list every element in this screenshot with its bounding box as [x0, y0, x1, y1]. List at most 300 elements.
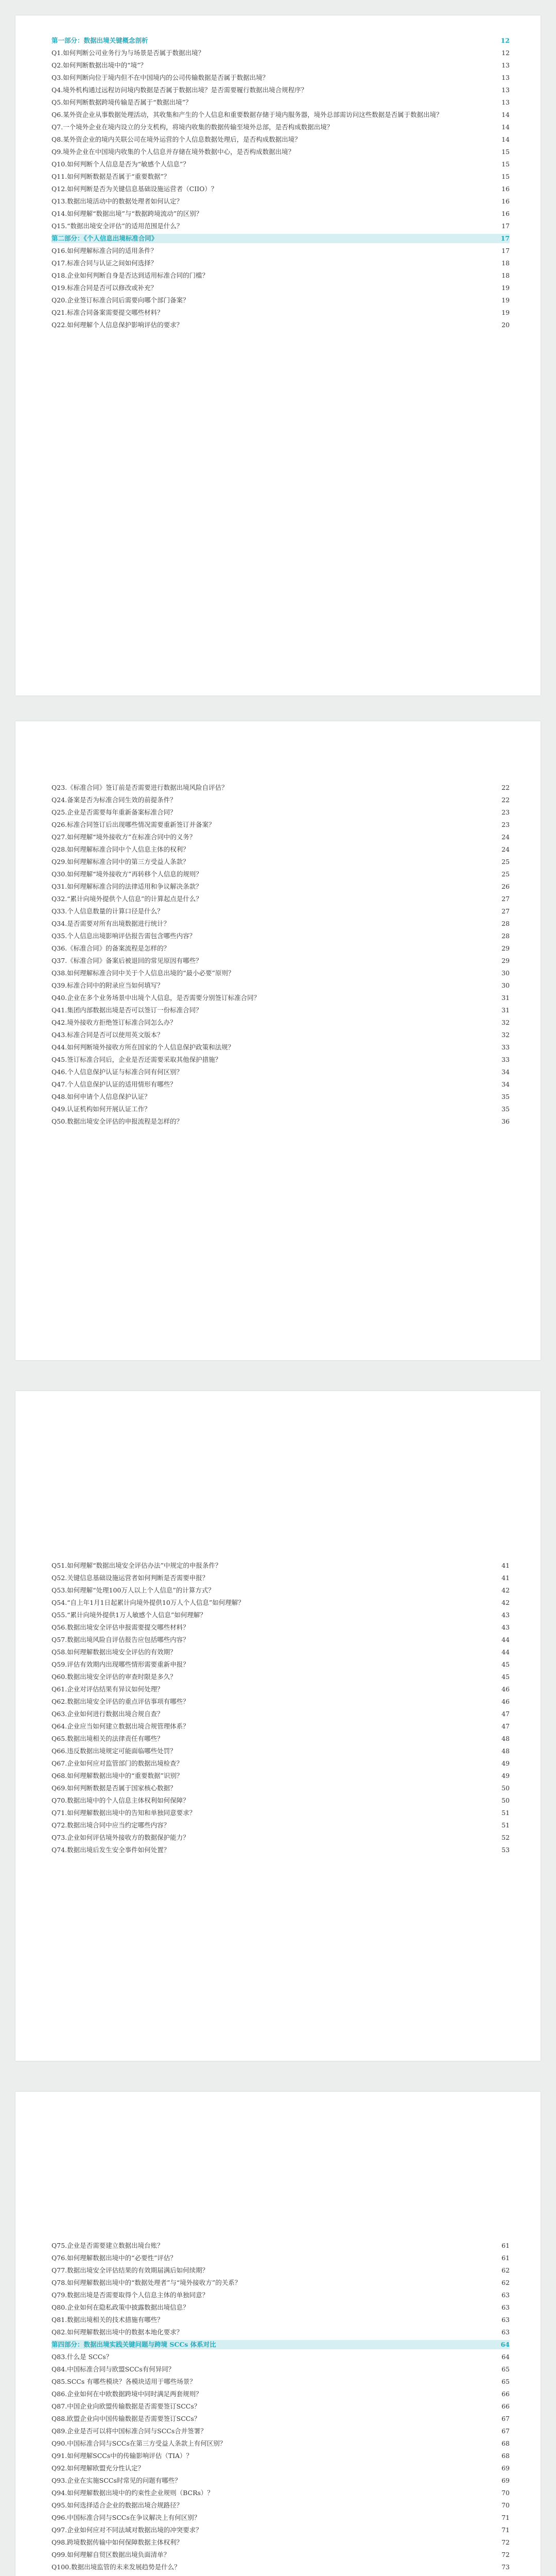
toc-entry-title: Q83.什么是 SCCs？: [51, 2353, 113, 2361]
toc-entry-title: Q34.是否需要对所有出境数据进行统计？: [51, 920, 170, 927]
toc-entry-page-number: 42: [501, 1586, 510, 1594]
toc-entry-title: Q13.数据出境活动中的数据处理者如何认定？: [51, 197, 183, 205]
toc-entry-page-number: 69: [501, 2464, 510, 2472]
toc-entry-page-number: 32: [501, 1031, 510, 1039]
toc-entry-title: Q39.标准合同中的附录应当如何填写？: [51, 981, 164, 989]
toc-entry[interactable]: [51, 246, 510, 256]
toc-entry-title: Q72.数据出境合同中应当约定哪些内容？: [51, 1821, 170, 1829]
toc-entry-page-number: 42: [501, 1599, 510, 1606]
toc-entry-title: Q61.企业对评估结果有异议如何处理？: [51, 1685, 164, 1693]
toc-entry[interactable]: [51, 1672, 510, 1682]
toc-entry-page-number: 43: [501, 1623, 510, 1631]
toc-entry-title: Q94.如何理解数据出境中的约束性企业规则（BCRs）？: [51, 2489, 214, 2497]
toc-entry[interactable]: [51, 2328, 510, 2337]
toc-entry[interactable]: [51, 1586, 510, 1595]
toc-entry[interactable]: [51, 98, 510, 107]
toc-entry-page-number: 36: [501, 1117, 510, 1125]
toc-entry[interactable]: [51, 2439, 510, 2448]
toc-entry-page-number: 45: [501, 1660, 510, 1668]
toc-entry-page-number: 33: [501, 1056, 510, 1063]
document-page-4: [15, 2092, 541, 2576]
toc-entry[interactable]: [51, 882, 510, 891]
toc-entry-page-number: 71: [501, 2514, 510, 2521]
toc-entry-title: Q90.中国标准合同与SCCs在第三方受益人条款上有何区别？: [51, 2439, 227, 2447]
toc-entry-page-number: 29: [501, 957, 510, 964]
toc-entry[interactable]: [51, 2427, 510, 2436]
toc-entry-page-number: 28: [501, 920, 510, 927]
toc-entry-page-number: 13: [501, 86, 510, 94]
toc-entry-page-number: 22: [501, 796, 510, 804]
toc-entry[interactable]: [51, 2291, 510, 2300]
toc-entry-title: Q71.如何理解数据出境中的告知和单独同意要求？: [51, 1809, 196, 1817]
toc-entry-page-number: 19: [501, 296, 510, 304]
toc-entry-page-number: 63: [501, 2328, 510, 2336]
toc-entry[interactable]: [51, 123, 510, 132]
toc-entry-page-number: 66: [501, 2390, 510, 2398]
toc-entry[interactable]: [51, 1623, 510, 1632]
toc-entry-page-number: 33: [501, 1043, 510, 1051]
toc-entry-page-number: 48: [501, 1747, 510, 1755]
table-of-contents-part2: [15, 721, 541, 1126]
toc-entry-title: Q37.《标准合同》备案后被退回的常见原因有哪些？: [51, 957, 202, 964]
document-page-3: [15, 1391, 541, 2061]
toc-entry-title: Q97.企业如何应对不同法域对数据出境的冲突要求？: [51, 2526, 202, 2534]
toc-entry-page-number: 22: [501, 784, 510, 791]
toc-entry-title: Q76.如何理解数据出境中的“必要性”评估？: [51, 2254, 177, 2262]
toc-entry[interactable]: [51, 308, 510, 317]
toc-entry[interactable]: [51, 1006, 510, 1015]
toc-entry[interactable]: [51, 2526, 510, 2535]
toc-entry-title: Q15.“数据出境安全评估”的适用范围是什么？: [51, 222, 183, 230]
toc-entry-page-number: 13: [501, 74, 510, 81]
toc-entry-title: Q4.境外机构通过远程访问境内数据是否属于数据出境？是否需要履行数据出境合规程序？: [51, 86, 308, 94]
toc-entry[interactable]: [51, 969, 510, 978]
toc-entry-title: Q54.“自上年1月1日起累计向境外提供10万人个人信息”如何理解？: [51, 1599, 245, 1606]
toc-entry[interactable]: [51, 48, 510, 58]
toc-entry-page-number: 13: [501, 98, 510, 106]
toc-entry[interactable]: [51, 86, 510, 95]
toc-entry[interactable]: [51, 1030, 510, 1040]
toc-entry[interactable]: [51, 2365, 510, 2374]
toc-entry-page-number: 20: [501, 321, 510, 329]
toc-entry[interactable]: [51, 184, 510, 194]
toc-entry[interactable]: [51, 1660, 510, 1669]
toc-entry-title: 第一部分：数据出境关键概念剖析: [51, 37, 148, 44]
toc-entry[interactable]: [51, 2389, 510, 2399]
toc-entry[interactable]: [51, 1648, 510, 1657]
toc-entry-page-number: 32: [501, 1019, 510, 1026]
toc-entry-title: Q44.如何判断境外接收方所在国家的个人信息保护政策和法规？: [51, 1043, 235, 1051]
toc-entry-title: Q98.跨境数据传输中如何保障数据主体权利？: [51, 2538, 183, 2546]
toc-entry[interactable]: [51, 1747, 510, 1756]
toc-entry[interactable]: [51, 222, 510, 231]
toc-entry[interactable]: [51, 1845, 510, 1855]
toc-entry-title: Q60.数据出境安全评估的审查时限是多久？: [51, 1673, 177, 1681]
toc-entry[interactable]: [51, 2501, 510, 2510]
toc-entry[interactable]: [51, 61, 510, 70]
toc-entry-title: Q17.标准合同与认证之间如何选择？: [51, 259, 158, 267]
toc-entry-page-number: 64: [501, 2353, 510, 2361]
toc-entry-title: Q12.如何判断是否为关键信息基础设施运营者（CIIO）？: [51, 185, 218, 193]
toc-entry-page-number: 66: [501, 2402, 510, 2410]
toc-section-heading[interactable]: [51, 36, 510, 45]
toc-entry-title: Q22.如何理解个人信息保护影响评估的要求？: [51, 321, 183, 329]
toc-entry-title: Q7.一个境外企业在境内设立的分支机构，将境内收集的数据传输至境外总部，是否构成数据出境？: [51, 123, 334, 131]
toc-entry-title: Q9.境外企业在中国境内收集的个人信息并存储在境外数据中心，是否构成数据出境？: [51, 148, 295, 156]
toc-entry[interactable]: [51, 2488, 510, 2498]
toc-entry-title: Q27.如何理解“境外接收方”在标准合同中的义务？: [51, 833, 196, 841]
toc-entry-title: Q43.标准合同是否可以使用英文版本？: [51, 1031, 164, 1039]
toc-entry[interactable]: [51, 1080, 510, 1089]
toc-entry[interactable]: [51, 907, 510, 916]
toc-entry-page-number: 63: [501, 2303, 510, 2311]
toc-entry-page-number: 69: [501, 2477, 510, 2484]
toc-entry-title: Q21.标准合同备案需要提交哪些材料？: [51, 309, 164, 316]
toc-entry-page-number: 14: [501, 123, 510, 131]
toc-entry-title: Q56.数据出境安全评估申报需要提交哪些材料？: [51, 1623, 189, 1631]
toc-entry-page-number: 68: [501, 2439, 510, 2447]
toc-entry-page-number: 61: [501, 2242, 510, 2249]
toc-entry-title: Q66.违反数据出境规定可能面临哪些处罚？: [51, 1747, 177, 1755]
toc-entry-page-number: 23: [501, 808, 510, 816]
toc-entry[interactable]: [51, 1067, 510, 1077]
toc-entry-title: Q62.数据出境安全评估的重点评估事项有哪些？: [51, 1698, 189, 1705]
toc-entry-title: Q3.如何判断向位于境内但不在中国境内的公司传输数据是否属于数据出境？: [51, 74, 269, 81]
toc-entry[interactable]: [51, 2538, 510, 2547]
toc-entry-title: Q32.“累计向境外提供个人信息”的计算起点是什么？: [51, 895, 202, 903]
toc-entry-page-number: 16: [501, 185, 510, 193]
toc-entry[interactable]: [51, 820, 510, 829]
toc-entry[interactable]: [51, 271, 510, 280]
toc-entry-title: Q24.备案是否为标准合同生效的前提条件？: [51, 796, 177, 804]
toc-entry-title: Q35.个人信息出境影响评估报告需包含哪些内容？: [51, 932, 196, 940]
toc-entry-title: Q51.如何理解“数据出境安全评估办法”中规定的申报条件？: [51, 1562, 222, 1569]
toc-entry-title: Q75.企业是否需要建立数据出境台账？: [51, 2242, 164, 2249]
toc-entry-page-number: 29: [501, 944, 510, 952]
toc-entry-title: Q53.如何理解“处理100万人以上个人信息”的计算方式？: [51, 1586, 215, 1594]
toc-entry[interactable]: [51, 2464, 510, 2473]
toc-entry[interactable]: [51, 2451, 510, 2461]
toc-entry-title: Q91.如何理解SCCs中的传输影响评估（TIA）？: [51, 2452, 193, 2460]
toc-entry-page-number: 44: [501, 1648, 510, 1656]
toc-entry-page-number: 70: [501, 2501, 510, 2509]
toc-entry[interactable]: [51, 1771, 510, 1781]
toc-section-heading[interactable]: [51, 234, 510, 243]
toc-entry[interactable]: [51, 1561, 510, 1570]
toc-entry-title: Q52.关键信息基础设施运营者如何判断是否需要申报？: [51, 1574, 209, 1582]
toc-entry-title: Q47.个人信息保护认证的适用情形有哪些？: [51, 1080, 177, 1088]
toc-entry-page-number: 19: [501, 309, 510, 316]
toc-entry-title: Q95.如何选择适合企业的数据出境合规路径？: [51, 2501, 183, 2509]
toc-entry-page-number: 51: [501, 1809, 510, 1817]
toc-entry-title: Q77.数据出境安全评估结果的有效期届满后如何续期？: [51, 2266, 209, 2274]
toc-entry-page-number: 27: [501, 907, 510, 915]
toc-entry-title: Q78.如何理解数据出境中的“数据处理者”与“境外接收方”的关系？: [51, 2279, 241, 2286]
toc-entry-page-number: 31: [501, 1006, 510, 1014]
toc-entry[interactable]: [51, 2513, 510, 2522]
toc-entry-page-number: 51: [501, 1821, 510, 1829]
toc-entry-page-number: 18: [501, 259, 510, 267]
toc-entry[interactable]: [51, 1808, 510, 1818]
toc-entry[interactable]: [51, 870, 510, 879]
toc-entry-title: Q18.企业如何判断自身是否达到适用标准合同的门槛？: [51, 272, 209, 279]
toc-entry-page-number: 16: [501, 210, 510, 217]
toc-entry-title: Q10.如何判断个人信息是否为“敏感个人信息”？: [51, 160, 189, 168]
toc-entry[interactable]: [51, 956, 510, 965]
toc-entry-title: Q59.评估有效期内出现哪些情形需要重新申报？: [51, 1660, 189, 1668]
toc-entry-title: Q30.如何理解“境外接收方”再转移个人信息的规则？: [51, 870, 202, 878]
table-of-contents-part3: [15, 1391, 541, 1855]
toc-entry-title: Q70.数据出境中的个人信息主体权利如何保障？: [51, 1797, 189, 1804]
toc-entry[interactable]: [51, 1105, 510, 1114]
toc-entry[interactable]: [51, 110, 510, 120]
toc-entry[interactable]: [51, 135, 510, 144]
toc-entry-title: Q11.如何判断数据是否属于“重要数据”？: [51, 173, 170, 180]
toc-entry[interactable]: [51, 993, 510, 1003]
toc-entry-title: Q36.《标准合同》的备案流程是怎样的？: [51, 944, 170, 952]
toc-entry-page-number: 15: [501, 173, 510, 180]
toc-entry-page-number: 16: [501, 197, 510, 205]
toc-entry-page-number: 52: [501, 1834, 510, 1841]
toc-entry[interactable]: [51, 2315, 510, 2325]
toc-entry-page-number: 15: [501, 148, 510, 156]
toc-entry[interactable]: [51, 209, 510, 218]
toc-entry[interactable]: [51, 2476, 510, 2485]
toc-entry-title: Q8.某外资企业的境内关联公司在境外运营的个人信息数据处理后，是否构成数据出境？: [51, 135, 301, 143]
toc-entry-title: Q92.如何理解欧盟充分性认定？: [51, 2464, 145, 2472]
toc-entry-page-number: 34: [501, 1068, 510, 1076]
toc-entry-title: Q93.企业在实施SCCs时常见的问题有哪些？: [51, 2477, 181, 2484]
toc-entry-title: Q81.数据出境相关的技术措施有哪些？: [51, 2316, 164, 2324]
toc-entry-page-number: 12: [500, 37, 510, 44]
toc-entry[interactable]: [51, 2253, 510, 2263]
toc-entry[interactable]: [51, 1598, 510, 1607]
toc-entry-title: Q68.如何理解数据出境中的“重要数据”识别？: [51, 1772, 183, 1780]
toc-entry-page-number: 14: [501, 111, 510, 118]
toc-entry-title: Q28.如何理解标准合同中个人信息主体的权利？: [51, 845, 189, 853]
toc-entry[interactable]: [51, 1709, 510, 1719]
toc-entry[interactable]: [51, 1635, 510, 1645]
toc-entry-page-number: 50: [501, 1797, 510, 1804]
toc-entry-title: Q67.企业如何应对监管部门的数据出境检查？: [51, 1759, 183, 1767]
toc-entry-page-number: 49: [501, 1759, 510, 1767]
toc-entry-page-number: 24: [501, 833, 510, 841]
toc-entry[interactable]: [51, 1784, 510, 1793]
toc-entry-page-number: 72: [501, 2551, 510, 2558]
toc-entry[interactable]: [51, 2266, 510, 2275]
toc-entry-page-number: 23: [501, 821, 510, 828]
toc-entry-page-number: 67: [501, 2415, 510, 2422]
toc-entry-title: Q33.个人信息数量的计算口径是什么？: [51, 907, 164, 915]
toc-entry[interactable]: [51, 172, 510, 181]
toc-entry-page-number: 62: [501, 2279, 510, 2286]
toc-entry-title: Q74.数据出境后发生安全事件如何处置？: [51, 1846, 170, 1854]
toc-entry-page-number: 71: [501, 2526, 510, 2534]
toc-entry-page-number: 26: [501, 883, 510, 890]
toc-entry-page-number: 14: [501, 135, 510, 143]
toc-entry[interactable]: [51, 259, 510, 268]
toc-entry-title: Q85.SCCs 有哪些模块？各模块适用于哪些场景？: [51, 2378, 196, 2385]
toc-entry-page-number: 19: [501, 284, 510, 292]
toc-entry[interactable]: [51, 147, 510, 157]
toc-entry[interactable]: [51, 1759, 510, 1768]
toc-entry-page-number: 49: [501, 1772, 510, 1780]
toc-entry[interactable]: [51, 857, 510, 867]
toc-entry[interactable]: [51, 1043, 510, 1052]
table-of-contents-part1: [15, 15, 541, 330]
toc-entry-page-number: 17: [501, 222, 510, 230]
toc-entry[interactable]: [51, 845, 510, 854]
toc-entry-page-number: 30: [501, 981, 510, 989]
toc-entry[interactable]: [51, 1833, 510, 1842]
toc-entry-page-number: 64: [500, 2341, 510, 2348]
toc-entry[interactable]: [51, 197, 510, 206]
toc-entry[interactable]: [51, 931, 510, 941]
toc-entry[interactable]: [51, 1722, 510, 1731]
toc-entry[interactable]: [51, 981, 510, 990]
toc-entry[interactable]: [51, 1685, 510, 1694]
toc-entry-title: Q63.企业如何进行数据出境合规自查？: [51, 1710, 164, 1718]
toc-entry[interactable]: [51, 833, 510, 842]
toc-entry[interactable]: [51, 160, 510, 169]
toc-entry[interactable]: [51, 2352, 510, 2362]
toc-entry[interactable]: [51, 795, 510, 805]
toc-entry-title: Q1.如何判断公司业务行为与场景是否属于数据出境？: [51, 49, 205, 57]
toc-entry-page-number: 35: [501, 1093, 510, 1100]
toc-entry-title: Q20.企业签订标准合同后需要向哪个部门备案？: [51, 296, 189, 304]
toc-entry-title: Q41.集团内部数据出境是否可以签订一份标准合同？: [51, 1006, 202, 1014]
toc-entry[interactable]: [51, 2303, 510, 2312]
toc-entry[interactable]: [51, 2550, 510, 2560]
toc-entry-page-number: 41: [501, 1574, 510, 1582]
toc-entry-title: Q87.中国企业向欧盟传输数据是否需要签订SCCs？: [51, 2402, 201, 2410]
toc-entry-page-number: 34: [501, 1080, 510, 1088]
toc-entry[interactable]: [51, 1821, 510, 1830]
toc-entry-title: Q40.企业在多个业务场景中出境个人信息，是否需要分别签订标准合同？: [51, 994, 260, 1002]
toc-entry[interactable]: [51, 919, 510, 928]
toc-entry-page-number: 47: [501, 1710, 510, 1718]
toc-entry-page-number: 50: [501, 1784, 510, 1792]
toc-entry[interactable]: [51, 2414, 510, 2424]
toc-entry-title: Q82.如何理解数据出境中的数据本地化要求？: [51, 2328, 183, 2336]
toc-entry[interactable]: [51, 2241, 510, 2250]
toc-entry-title: Q6.某外资企业从事数据处理活动，其收集和产生的个人信息和重要数据存储于境内服务器，境外总部需访问这些数据是否属于数据出境？: [51, 111, 443, 118]
toc-entry[interactable]: [51, 320, 510, 330]
toc-entry-title: Q79.数据出境是否需要取得个人信息主体的单独同意？: [51, 2291, 209, 2299]
toc-entry[interactable]: [51, 1018, 510, 1027]
toc-entry[interactable]: [51, 1697, 510, 1706]
toc-entry-title: Q31.如何理解标准合同的法律适用和争议解决条款？: [51, 883, 202, 890]
toc-entry-title: Q57.数据出境风险自评估报告应包括哪些内容？: [51, 1636, 189, 1643]
toc-entry[interactable]: [51, 1796, 510, 1805]
toc-entry-page-number: 46: [501, 1685, 510, 1693]
toc-entry-title: Q42.境外接收方拒绝签订标准合同怎么办？: [51, 1019, 177, 1026]
toc-entry-title: Q99.如何理解自贸区数据出境负面清单？: [51, 2551, 170, 2558]
toc-entry-title: Q26.标准合同签订后出现哪些情况需要重新签订并备案？: [51, 821, 215, 828]
toc-entry-page-number: 18: [501, 272, 510, 279]
toc-entry-page-number: 31: [501, 994, 510, 1002]
toc-entry-page-number: 46: [501, 1698, 510, 1705]
toc-entry-title: Q5.如何判断数据跨境传输是否属于“数据出境”？: [51, 98, 192, 106]
toc-entry-title: Q38.如何理解标准合同中关于个人信息出境的“最小必要”原则？: [51, 969, 235, 977]
toc-entry[interactable]: [51, 2377, 510, 2386]
toc-entry-title: Q89.企业是否可以将中国标准合同与SCCs合并签署？: [51, 2427, 207, 2435]
toc-entry[interactable]: [51, 1611, 510, 1620]
toc-entry-title: Q50.数据出境安全评估的申报流程是怎样的？: [51, 1117, 183, 1125]
toc-entry-title: Q69.如何判断数据是否属于国家核心数据？: [51, 1784, 177, 1792]
toc-entry-title: Q16.如何理解标准合同的适用条件？: [51, 247, 158, 255]
toc-entry-title: Q73.企业如何评估境外接收方的数据保护能力？: [51, 1834, 189, 1841]
toc-entry[interactable]: [51, 1055, 510, 1064]
toc-entry-page-number: 61: [501, 2254, 510, 2262]
toc-entry-page-number: 48: [501, 1735, 510, 1742]
toc-entry[interactable]: [51, 1734, 510, 1743]
document-page-2: [15, 721, 541, 1360]
toc-entry[interactable]: [51, 808, 510, 817]
toc-entry-page-number: 43: [501, 1611, 510, 1619]
toc-entry-title: Q80.企业如何在隐私政策中披露数据出境信息？: [51, 2303, 189, 2311]
toc-entry-page-number: 47: [501, 1722, 510, 1730]
toc-entry[interactable]: [51, 894, 510, 904]
toc-entry[interactable]: [51, 283, 510, 293]
toc-entry[interactable]: [51, 1117, 510, 1126]
toc-entry-title: Q55.“累计向境外提供1万人敏感个人信息”如何理解？: [51, 1611, 206, 1619]
toc-entry-page-number: 45: [501, 1673, 510, 1681]
toc-entry-page-number: 30: [501, 969, 510, 977]
toc-entry-page-number: 67: [501, 2427, 510, 2435]
toc-entry-page-number: 17: [500, 234, 510, 242]
toc-entry-page-number: 27: [501, 895, 510, 903]
toc-entry[interactable]: [51, 2402, 510, 2411]
toc-entry[interactable]: [51, 73, 510, 82]
toc-entry[interactable]: [51, 1092, 510, 1101]
toc-entry[interactable]: [51, 296, 510, 305]
toc-entry-title: Q14.如何理解“数据出境”与“数据跨境流动”的区别？: [51, 210, 203, 217]
toc-entry-title: 第二部分：《个人信息出境标准合同》: [51, 234, 158, 242]
table-of-contents-part4: [15, 2092, 541, 2576]
toc-entry-page-number: 25: [501, 870, 510, 878]
toc-entry-title: Q46.个人信息保护认证与标准合同有何区别？: [51, 1068, 183, 1076]
toc-entry-title: Q88.欧盟企业向中国传输数据是否需要签订SCCs？: [51, 2415, 201, 2422]
toc-entry-title: Q86.企业如何在中欧数据跨境中同时满足两套规则？: [51, 2390, 202, 2398]
toc-entry-title: Q45.签订标准合同后，企业是否还需要采取其他保护措施？: [51, 1056, 222, 1063]
toc-entry-title: Q2.如何判断数据出境中的“境”？: [51, 61, 147, 69]
toc-entry[interactable]: [51, 2278, 510, 2287]
toc-entry-title: Q19.标准合同是否可以修改或补充？: [51, 284, 158, 292]
toc-entry-title: 第四部分：数据出境实践关键问题与跨境 SCCs 体系对比: [51, 2341, 216, 2348]
toc-entry-page-number: 41: [501, 1562, 510, 1569]
toc-entry[interactable]: [51, 944, 510, 953]
toc-entry[interactable]: [51, 783, 510, 792]
toc-entry-page-number: 12: [501, 49, 510, 57]
toc-entry-page-number: 73: [501, 2563, 510, 2571]
toc-entry-title: Q25.企业是否需要每年重新备案标准合同？: [51, 808, 177, 816]
toc-entry-page-number: 35: [501, 1105, 510, 1113]
toc-entry-title: Q48.如何申请个人信息保护认证？: [51, 1093, 151, 1100]
toc-entry-title: Q84.中国标准合同与欧盟SCCs有何异同？: [51, 2365, 175, 2373]
toc-entry-title: Q96.中国标准合同与SCCs在争议解决上有何区别？: [51, 2514, 201, 2521]
toc-entry[interactable]: [51, 2563, 510, 2572]
toc-entry-page-number: 65: [501, 2365, 510, 2373]
toc-entry-title: Q64.企业应当如何建立数据出境合规管理体系？: [51, 1722, 189, 1730]
toc-entry-page-number: 65: [501, 2378, 510, 2385]
toc-entry-title: Q29.如何理解标准合同中的第三方受益人条款？: [51, 858, 189, 866]
toc-entry[interactable]: [51, 1573, 510, 1583]
toc-entry-page-number: 13: [501, 61, 510, 69]
toc-entry-page-number: 62: [501, 2266, 510, 2274]
toc-entry-page-number: 72: [501, 2538, 510, 2546]
toc-section-heading[interactable]: [51, 2340, 510, 2349]
